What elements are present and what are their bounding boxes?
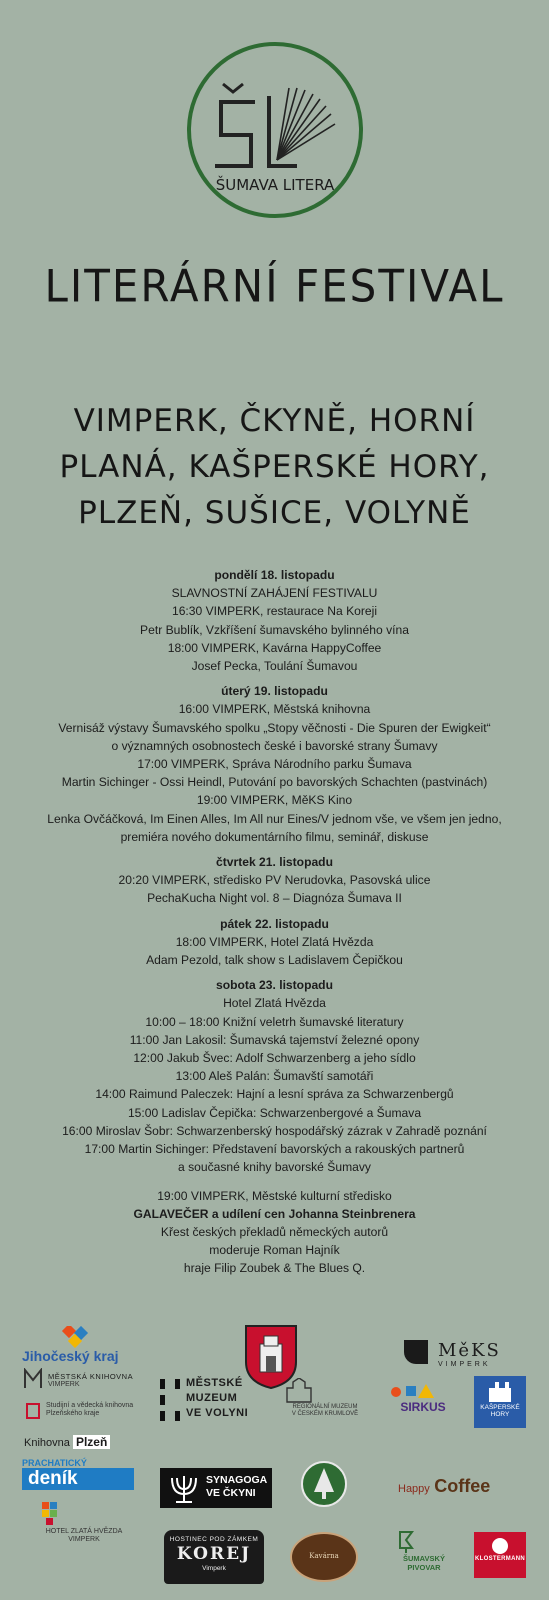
synagoga-ckyne-logo	[160, 1468, 272, 1508]
program-day	[0, 566, 549, 675]
program-line: o významných osobnostech české i bavorské strany Šumavy	[111, 738, 438, 753]
coffee-text: Coffee	[434, 1476, 491, 1496]
program-day	[0, 915, 549, 970]
festival-logo	[185, 40, 365, 220]
mestska-knihovna-vimperk-logo	[24, 1368, 154, 1390]
hotel-tiles-icon	[34, 1502, 64, 1528]
program-line: Vernisáž výstavy Šumavského spolku „Stopy věčnosti - Die Spuren der Ewigkeit“	[58, 720, 491, 735]
sirkus-logo	[388, 1382, 458, 1414]
meks-icon	[404, 1340, 428, 1364]
jihocesky-kraj-text: Jihočeský kraj	[22, 1348, 119, 1364]
town-list	[0, 398, 549, 536]
program-line: PechaKucha Night vol. 8 – Diagnóza Šumava II	[147, 891, 402, 906]
program-day	[0, 853, 549, 908]
program-line: 17:00 VIMPERK, Správa Národního parku Šumava	[137, 757, 412, 772]
gala-line: hraje Filip Zoubek & The Blues Q.	[183, 1261, 366, 1276]
program-line: 14:00 Raimund Paleczek: Hajní a lesní správa za Schwarzenbergů	[95, 1087, 454, 1102]
knihovna-plzen-text-b: Plzeň	[73, 1435, 110, 1449]
muzeum-volyne-line: VE VOLYNI	[186, 1407, 249, 1419]
program-day	[0, 682, 549, 846]
pivovar-line: PIVOVAR	[407, 1563, 441, 1572]
sponsor-logos	[0, 1310, 549, 1600]
program-line: Hotel Zlatá Hvězda	[223, 996, 326, 1011]
program-line: Martin Sichinger - Ossi Heindl, Putování po bavorských Schachten (pastvinách)	[61, 775, 488, 790]
gala-line: moderuje Roman Hajník	[209, 1243, 340, 1258]
program-line: a současné knihy bavorské Šumavy	[178, 1160, 371, 1175]
studijni-knihovna-line-1: Studijní a vědecká knihovna	[46, 1402, 134, 1409]
korej-top-text: HOSTINEC POD ZÁMKEM	[169, 1536, 259, 1543]
gala-evening	[0, 1187, 549, 1278]
town-line: VIMPERK, ČKYNĚ, HORNÍ	[73, 403, 476, 439]
town-line: PLANÁ, KAŠPERSKÉ HORY,	[59, 449, 490, 485]
program-line: 18:00 VIMPERK, Kavárna HappyCoffee	[167, 640, 382, 655]
kavarna-text: Kavárna	[309, 1552, 339, 1560]
program-line: 18:00 VIMPERK, Hotel Zlatá Hvězda	[175, 934, 374, 949]
logo-caron	[223, 84, 243, 92]
muzeum-volyne-line: MUZEUM	[186, 1392, 238, 1404]
knihovna-plzen-logo	[24, 1435, 144, 1449]
knihovna-m-icon	[24, 1368, 42, 1390]
program-line: Josef Pecka, Toulání Šumavou	[191, 659, 358, 674]
prachaticky-text: PRACHATICKÝ	[22, 1458, 87, 1468]
program-line: 13:00 Aleš Palán: Šumavští samotáři	[175, 1069, 374, 1084]
day-heading: sobota 23. listopadu	[216, 978, 333, 993]
korej-sub-text: Vimperk	[202, 1565, 226, 1572]
gala-line: 19:00 VIMPERK, Městské kulturní středisko	[157, 1188, 392, 1203]
synagoga-line: SYNAGOGA	[206, 1474, 268, 1486]
tree-emblem-icon	[300, 1460, 348, 1508]
pivovar-icon	[394, 1530, 418, 1554]
day-heading: úterý 19. listopadu	[221, 684, 328, 699]
happy-text: Happy	[398, 1483, 430, 1495]
jihocesky-kraj-icon	[58, 1326, 98, 1348]
narodni-park-sumava-logo	[300, 1460, 348, 1508]
program-line: SLAVNOSTNÍ ZAHÁJENÍ FESTIVALU	[171, 586, 378, 601]
studijni-knihovna-line-2: Plzeňského kraje	[46, 1410, 100, 1417]
festival-program	[0, 566, 549, 1278]
logo-caption: ŠUMAVA LITERA	[215, 176, 335, 194]
town-line: PLZEŇ, SUŠICE, VOLYNĚ	[78, 495, 471, 531]
program-line: 20:20 VIMPERK, středisko PV Nerudovka, Pasovská ulice	[118, 873, 431, 888]
sirkus-text: SIRKUS	[400, 1400, 446, 1414]
day-heading: pátek 22. listopadu	[220, 916, 329, 931]
knihovna-vimperk-text: MĚSTSKÁ KNIHOVNA	[48, 1372, 134, 1381]
sirkus-shapes-icon	[388, 1382, 436, 1400]
kasperske-hory-logo	[474, 1376, 526, 1428]
program-day	[0, 976, 549, 1176]
meks-text: MěKS	[438, 1340, 501, 1361]
muzeum-volyne-logo	[160, 1376, 270, 1421]
regionalni-muzeum-logo	[284, 1378, 366, 1418]
denik-text: deník	[22, 1468, 134, 1490]
muzeum-volyne-line: MĚSTSKÉ	[186, 1377, 243, 1389]
program-line: 16:00 VIMPERK, Městská knihovna	[178, 702, 371, 717]
korej-text: KOREJ	[176, 1544, 252, 1564]
program-line: Petr Bublík, Vzkříšení šumavského bylinného vína	[140, 622, 409, 637]
program-line: 16:30 VIMPERK, restaurace Na Koreji	[171, 604, 377, 619]
hotel-sub-text: VIMPERK	[68, 1536, 100, 1543]
pivovar-line: ŠUMAVSKÝ	[403, 1554, 445, 1563]
muzeum-volyne-text	[186, 1376, 270, 1421]
program-line: 17:00 Martin Sichinger: Představení bavorských a rakouských partnerů	[84, 1142, 465, 1157]
program-line: 16:00 Miroslav Šobr: Schwarzenberský hospodářský zázrak v Zahradě poznání	[62, 1123, 487, 1138]
kasperske-line: HORY	[490, 1411, 510, 1418]
kasperske-castle-icon	[485, 1380, 515, 1404]
kavarna-logo	[290, 1532, 358, 1582]
program-line: Adam Pezold, talk show s Ladislavem Čepičkou	[146, 953, 403, 968]
klostermann-portrait-icon	[492, 1538, 508, 1554]
castle-icon	[284, 1378, 314, 1404]
jihocesky-kraj-logo	[22, 1326, 152, 1364]
program-line: 10:00 – 18:00 Knižní veletrh šumavské literatury	[145, 1014, 404, 1029]
kasperske-line: KAŠPERSKÉ	[480, 1404, 520, 1411]
synagoga-line: VE ČKYNI	[206, 1487, 256, 1499]
gala-line: GALAVEČER a udílení cen Johanna Steinbrenera	[133, 1206, 416, 1221]
klostermann-logo	[474, 1532, 526, 1578]
program-line: 12:00 Jakub Švec: Adolf Schwarzenberg a jeho sídlo	[133, 1051, 416, 1066]
knihovna-vimperk-sub: VIMPERK	[48, 1381, 80, 1388]
program-line: Lenka Ovčáčková, Im Einen Alles, Im All nur Eines/V jednom vše, ve všem jen jedno,	[47, 811, 502, 826]
muzeum-bars-icon	[160, 1376, 180, 1421]
day-heading: pondělí 18. listopadu	[214, 568, 335, 582]
regionalni-muzeum-line: REGIONÁLNÍ MUZEUM	[292, 1404, 358, 1410]
day-heading: čtvrtek 21. listopadu	[216, 855, 333, 870]
program-line: 15:00 Ladislav Čepička: Schwarzenbergové a Šumava	[127, 1105, 422, 1120]
festival-title: LITERÁRNÍ FESTIVAL	[44, 260, 505, 313]
studijni-knihovna-logo	[26, 1402, 166, 1419]
book-pages-icon	[277, 88, 335, 160]
klostermann-text: KLOSTERMANN	[475, 1556, 525, 1562]
menorah-icon	[164, 1470, 204, 1506]
studijni-knihovna-icon	[26, 1403, 40, 1419]
program-line: 19:00 VIMPERK, MěKS Kino	[196, 793, 353, 808]
gala-line: Křest českých překladů německých autorů	[160, 1224, 389, 1239]
meks-sub-text: VIMPERK	[438, 1361, 491, 1368]
prachaticky-denik-logo	[22, 1458, 142, 1490]
happy-coffee-logo	[398, 1476, 508, 1497]
hotel-zlata-hvezda-logo	[34, 1502, 134, 1544]
knihovna-plzen-text-a: Knihovna	[24, 1437, 70, 1449]
program-line: premiéra nového dokumentárního filmu, seminář, diskuse	[120, 829, 429, 844]
hostinec-korej-logo	[164, 1530, 264, 1584]
meks-vimperk-logo	[404, 1340, 534, 1368]
hotel-text: HOTEL ZLATÁ HVĚZDA	[45, 1528, 123, 1535]
program-line: 11:00 Jan Lakosil: Šumavská tajemství železné opony	[129, 1032, 420, 1047]
sumavsky-pivovar-logo	[394, 1530, 454, 1572]
logo-letter-s	[215, 102, 255, 166]
regionalni-muzeum-line: V ČESKÉM KRUMLOVĚ	[291, 1411, 359, 1417]
